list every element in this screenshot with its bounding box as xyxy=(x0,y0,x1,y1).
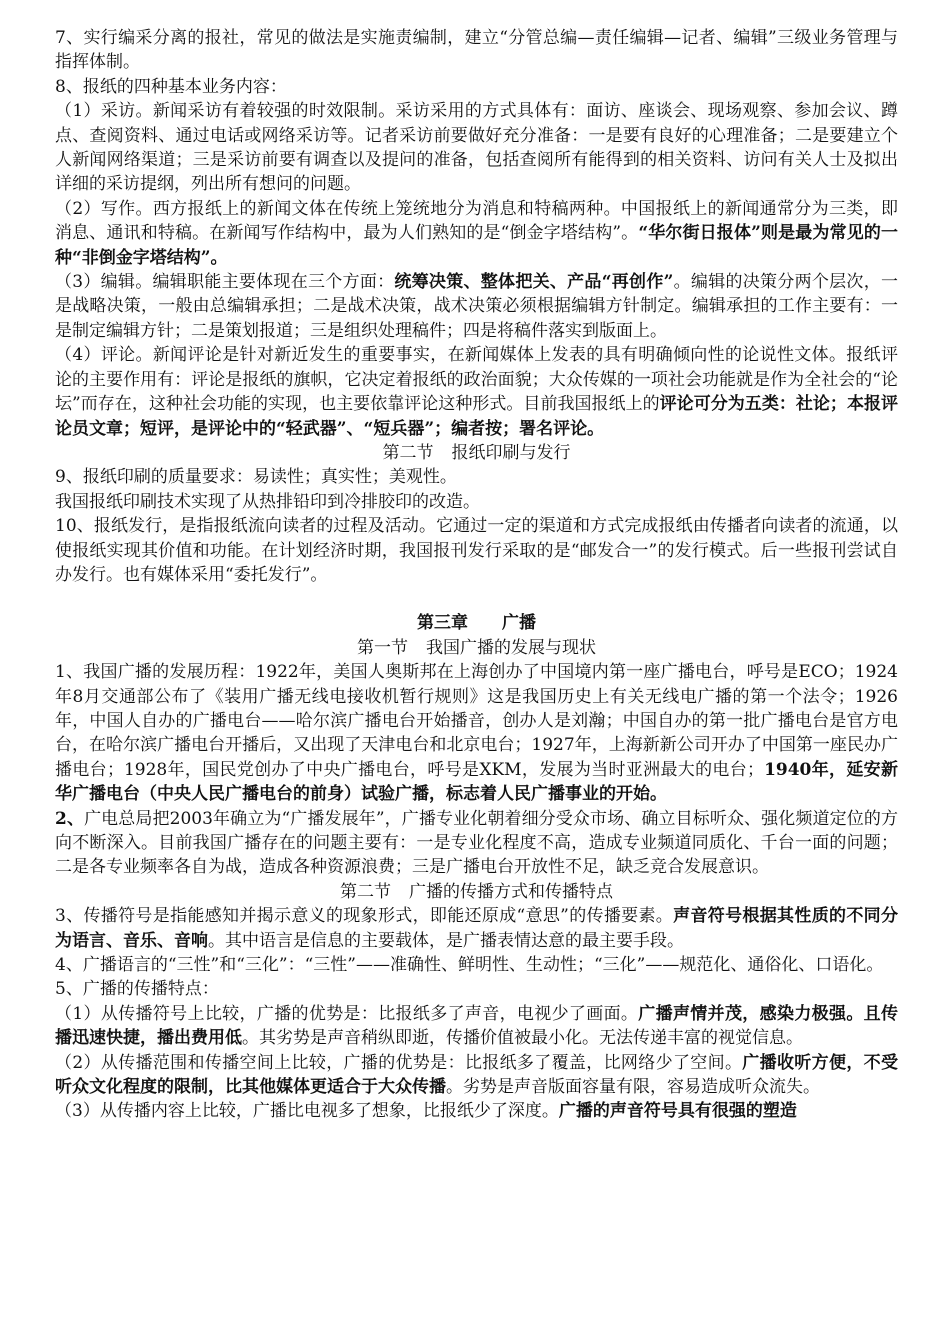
section-title: 广播的传播方式和传播特点 xyxy=(409,881,613,902)
section-title: 报纸印刷与发行 xyxy=(451,442,571,463)
text-span: （2）从传播范围和传播空间上比较，广播的优势是：比报纸多了覆盖，比网络少了空间。 xyxy=(55,1052,743,1073)
chapter-number: 第三章 xyxy=(417,613,468,634)
paragraph-8-1-interview: （1）采访。新闻采访有着较强的时效限制。采访采用的方式具体有：面访、座谈会、现场观察、参加会议、蹲点、查阅资料、通过电话或网络采访等。记者采访前要做好充分准备：一是要有良好的心理准备；二是要建立个人新闻网络渠道；三是采访前要有调查以及提问的准备，包括查阅所有能得到的相关资料、访问有关人士及拟出详细的采访提纲，列出所有想问的问题。 xyxy=(55,101,898,195)
section-number: 第二节 xyxy=(382,442,434,463)
paragraph-7: 7、实行编采分离的报社，常见的做法是实施责编制，建立“分管总编—责任编辑—记者、编辑”三级业务管理与指挥体制。 xyxy=(55,28,898,73)
paragraph-c5-2 xyxy=(55,1051,898,1100)
text-span: （3）编辑。编辑职能主要体现在三个方面： xyxy=(55,272,395,293)
bold-text: 广播收听方便，不受听众文化程度的限制，比其他媒体更适合于大众传播 xyxy=(55,1052,898,1098)
paragraph-9: 9、报纸印刷的质量要求：易读性；真实性；美观性。 xyxy=(55,467,457,488)
bold-text: “华尔街日报体”则是最为常见的一种“非倒金字塔结构”。 xyxy=(55,223,898,268)
text-span: （3）从传播内容上比较，广播比电视多了想象，比报纸少了深度。 xyxy=(55,1101,559,1122)
paragraph-c2 xyxy=(55,807,898,880)
text-span: 。其劣势是声音稍纵即逝，传播价值被最小化。无法传递丰富的视觉信息。 xyxy=(242,1028,803,1049)
section-number: 第二节 xyxy=(340,881,391,902)
chapter-title: 广播 xyxy=(502,613,536,634)
text-span: （4）评论。新闻评论是针对新近发生的重要事实，在新闻媒体上发表的具有明确倾向性的论说性文体。报纸评论的主要作用有：评论是报纸的旗帜，它决定着报纸的政治面貌；大众传媒的一项社会功能就是作为全社会的“论坛”而存在，这种社会功能的实现，也主要依靠评论这种形式。目前我国报纸上的 xyxy=(55,345,898,415)
document-page xyxy=(55,26,898,1124)
bold-text: 1940年，延安新华广播电台（中央人民广播电台的前身）试验广播，标志着人民广播事业的开始。 xyxy=(55,759,898,805)
paragraph-c5-1 xyxy=(55,1002,898,1051)
paragraph-c4: 4、广播语言的“三性”和“三化”：“三性”——准确性、鲜明性、生动性；“三化”——规范化、通俗化、口语化。 xyxy=(55,955,884,976)
paragraph-c5: 5、广播的传播特点： xyxy=(55,979,219,1000)
paragraph-9b: 我国报纸印刷技术实现了从热排铅印到冷排胶印的改造。 xyxy=(55,491,480,512)
chapter-heading xyxy=(55,611,898,635)
bold-number: 2、 xyxy=(55,808,85,829)
section-heading-features xyxy=(55,880,898,904)
paragraph-8: 8、报纸的四种基本业务内容： xyxy=(55,76,287,97)
bold-text: 统筹决策、整体把关、产品“再创作” xyxy=(394,272,674,293)
section-title: 我国广播的发展与现状 xyxy=(426,637,596,658)
paragraph-c3 xyxy=(55,904,898,953)
section-number: 第一节 xyxy=(357,637,408,658)
paragraph-c5-3 xyxy=(55,1099,898,1123)
text-span: 。编辑的决策分两个层次，一是战略决策，一般由总编辑承担；二是战术决策，战术决策必须根据编辑方针制定。编辑承担的工作主要有：一是制定编辑方针；二是策划报道；三是组织处理稿件；四是将稿件落实到版面上。 xyxy=(55,272,898,341)
bold-text: 评论可分为五类：社论；本报评论员文章；短评，是评论中的“轻武器”、“短兵器”；编者按；署名评论。 xyxy=(55,394,898,439)
section-heading-printing xyxy=(55,441,898,465)
section-heading-history xyxy=(55,636,898,660)
text-span: （2）写作。西方报纸上的新闻文体在传统上笼统地分为消息和特稿两种。中国报纸上的新闻通常分为三类，即消息、通讯和特稿。在新闻写作结构中，最为人们熟知的是“倒金字塔结构”。 xyxy=(55,198,898,244)
paragraph-c1 xyxy=(55,660,898,806)
text-span: （1）从传播符号上比较，广播的优势是：比报纸多了声音，电视少了画面。 xyxy=(55,1003,639,1024)
paragraph-8-3-editing xyxy=(55,270,898,343)
text-span: 广电总局把2003年确立为“广播发展年”，广播专业化朝着细分受众市场、确立目标听众、强化频道定位的方向不断深入。目前我国广播存在的问题主要有：一是专业化程度不高，造成专业频道同质化、千台一面的问题；二是各专业频率各自为战，造成各种资源浪费；三是广播电台开放性不足，缺乏竞合发展意识。 xyxy=(55,808,898,878)
paragraph-8-2-writing xyxy=(55,197,898,270)
bold-text: 广播的声音符号具有很强的塑造 xyxy=(558,1101,797,1122)
paragraph-8-4-commentary xyxy=(55,343,898,441)
text-span: 。其中语言是信息的主要载体，是广播表情达意的最主要手段。 xyxy=(208,930,684,951)
text-span: 3、传播符号是指能感知并揭示意义的现象形式，即能还原成“意思”的传播要素。 xyxy=(55,906,674,927)
bold-text: 声音符号根据其性质的不同分为语言、音乐、音响 xyxy=(55,906,898,951)
text-span: 1、我国广播的发展历程：1922年，美国人奥斯邦在上海创办了中国境内第一座广播电台，呼号是ECO；1924年8月交通部公布了《装用广播无线电接收机暂行规则》这是我国历史上有关无线电广播的第一个法令；1926年，中国人自办的广播电台——哈尔滨广播电台开始播音，创办人是刘瀚；中国自办的第一批广播电台是官方电台，在哈尔滨广播电台开播后，又出现了天津电台和北京电台；1927年，上海新新公司开办了中国第一座民办广播电台；1928年，国民党创办了中央广播电台，呼号是XKM，发展为当时亚洲最大的电台； xyxy=(55,662,898,780)
text-span: 。劣势是声音版面容量有限，容易造成听众流失。 xyxy=(446,1077,820,1098)
paragraph-10: 10、报纸发行，是指报纸流向读者的过程及活动。它通过一定的渠道和方式完成报纸由传播者向读者的流通，以使报纸实现其价值和功能。在计划经济时期，我国报刊发行采取的是“邮发合一”的发行模式。后一些报刊尝试自办发行。也有媒体采用“委托发行”。 xyxy=(55,516,898,585)
bold-text: 广播声情并茂，感染力极强。且传播迅速快捷，播出费用低 xyxy=(55,1003,898,1049)
